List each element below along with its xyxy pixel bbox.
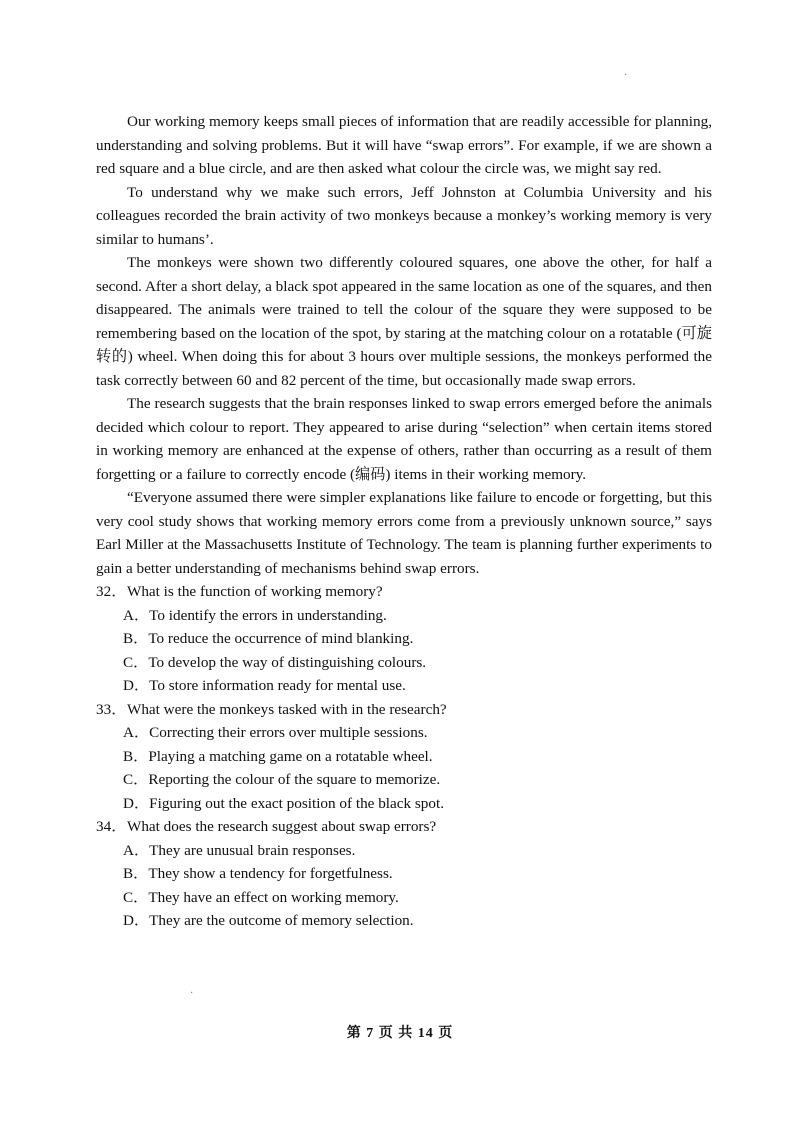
option-letter: A．	[123, 724, 150, 741]
paragraph: The research suggests that the brain responses linked to swap errors emerged before the animals decided which colour to report. They appeared to arise during “selection” when certain items stored in working memory are enhanced at the expense of others, rather than occurring as a result of them forgetting or a failure to correctly encode (编码) items in their working memory.	[96, 395, 712, 483]
option-text: Playing a matching game on a rotatable wheel.	[148, 747, 433, 765]
scan-speck: ·	[190, 988, 194, 999]
option-letter: B．	[123, 630, 149, 647]
option-letter: C．	[123, 888, 149, 906]
option-text: They have an effect on working memory.	[148, 888, 399, 906]
option-a[interactable]	[96, 604, 712, 628]
option-d[interactable]	[96, 909, 712, 933]
paragraph: Our working memory keeps small pieces of information that are readily accessible for planning, understanding and solving problems. But it will have “swap errors”. For example, if we are shown a red square and a blue circle, and are then asked what colour the circle was, we might say red.	[96, 113, 712, 177]
option-b[interactable]	[96, 862, 712, 886]
question-34	[96, 815, 712, 933]
option-text: Reporting the colour of the square to memorize.	[148, 771, 441, 788]
option-letter: A．	[123, 841, 150, 859]
option-letter: D．	[123, 677, 150, 694]
question-number: 33．	[96, 700, 127, 718]
option-b[interactable]	[96, 745, 712, 769]
option-text: To develop the way of distinguishing colours.	[148, 653, 427, 671]
question-stem: What does the research suggest about swap errors?	[127, 818, 437, 835]
option-text: They are the outcome of memory selection.	[149, 912, 414, 929]
option-letter: C．	[123, 653, 149, 671]
option-text: Figuring out the exact position of the black spot.	[149, 794, 444, 812]
option-text: To store information ready for mental use.	[149, 677, 406, 694]
option-c[interactable]	[96, 651, 712, 675]
option-text: Correcting their errors over multiple sessions.	[149, 724, 428, 741]
option-c[interactable]	[96, 768, 712, 792]
question-stem: What were the monkeys tasked with in the research?	[127, 700, 447, 718]
option-letter: D．	[123, 912, 150, 929]
option-a[interactable]	[96, 839, 712, 863]
option-text: They show a tendency for forgetfulness.	[148, 865, 393, 882]
question-32	[96, 580, 712, 698]
question-number: 32．	[96, 583, 127, 600]
option-d[interactable]	[96, 792, 712, 816]
paragraph: To understand why we make such errors, Jeff Johnston at Columbia University and his colleagues recorded the brain activity of two monkeys because a monkey’s working memory is very similar to humans’.	[96, 183, 712, 248]
question-number: 34．	[96, 818, 127, 835]
option-d[interactable]	[96, 674, 712, 698]
option-text: They are unusual brain responses.	[149, 841, 356, 859]
page-footer: 第 7 页 共 14 页	[346, 1026, 454, 1041]
option-text: To identify the errors in understanding.	[149, 606, 387, 624]
paragraph: “Everyone assumed there were simpler explanations like failure to encode or forgetting, but this very cool study shows that working memory errors come from a previously unknown source,” says Earl Miller at the Massachusetts Institute of Technology. The team is planning further experiments to gain a better understanding of mechanisms behind swap errors.	[96, 489, 712, 577]
option-a[interactable]	[96, 721, 712, 745]
option-letter: C．	[123, 771, 149, 788]
option-letter: A．	[123, 606, 150, 624]
reading-passage	[96, 110, 712, 933]
question-33	[96, 698, 712, 816]
option-letter: B．	[123, 865, 149, 882]
question-stem: What is the function of working memory?	[127, 583, 383, 600]
option-c[interactable]	[96, 886, 712, 910]
option-letter: D．	[123, 794, 150, 812]
paragraph: The monkeys were shown two differently coloured squares, one above the other, for half a second. After a short delay, a black spot appeared in the same location as one of the squares, and then disappeared. The animals were trained to tell the colour of the square they were supposed to be remembering based on the location of the spot, by staring at the matching colour on a rotatable (可旋转的) wheel. When doing this for about 3 hours over multiple sessions, the monkeys performed the task correctly between 60 and 82 percent of the time, but occasionally made swap errors.	[96, 254, 712, 389]
scan-speck: ·	[624, 70, 628, 81]
option-letter: B．	[123, 747, 149, 765]
option-text: To reduce the occurrence of mind blanking.	[148, 630, 414, 647]
option-b[interactable]	[96, 627, 712, 651]
